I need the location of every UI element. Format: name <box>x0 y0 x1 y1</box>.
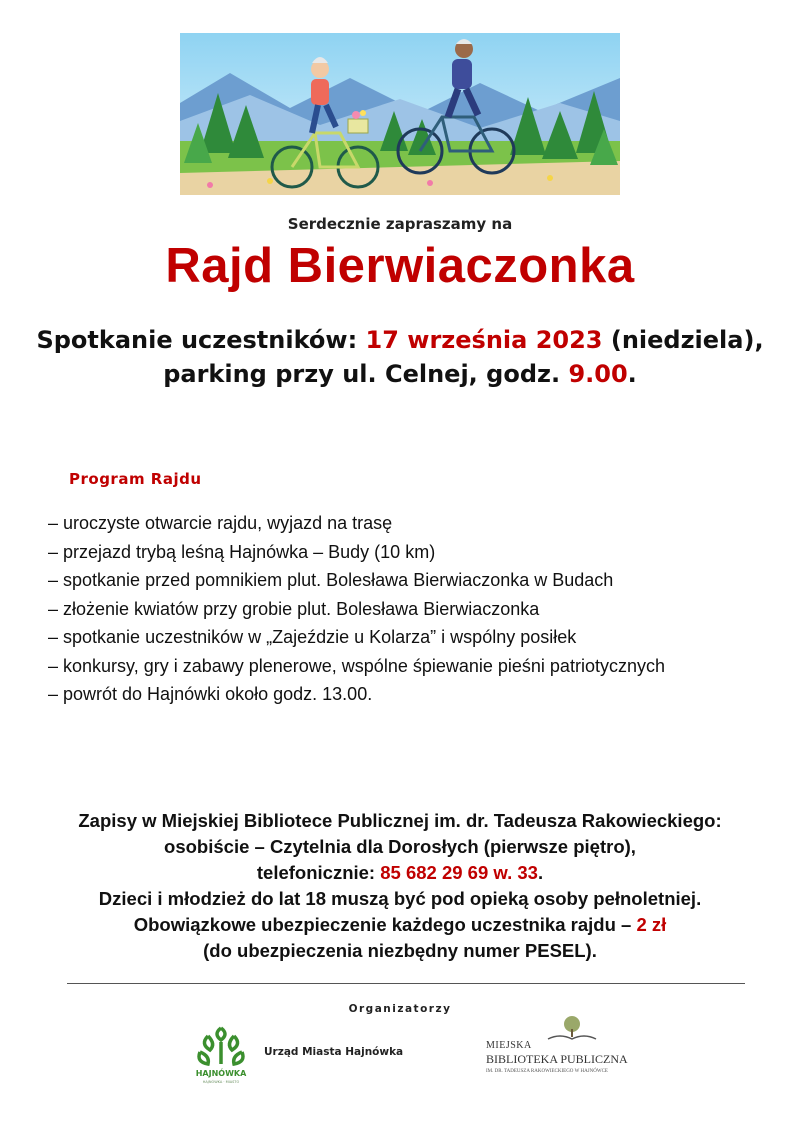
registration-line-4: Dzieci i młodzież do lat 18 muszą być pod opieką osoby pełnoletniej. <box>98 888 702 909</box>
registration-phone-line <box>0 860 800 886</box>
oak-leaves-icon <box>188 1022 254 1084</box>
event-title: Rajd Bierwiaczonka <box>165 239 635 293</box>
registration-line-1: Zapisy w Miejskiej Bibliotece Publicznej im. dr. Tadeusza Rakowieckiego: <box>78 810 722 831</box>
program-item: – złożenie kwiatów przy grobie plut. Bolesława Bierwiaczonka <box>48 598 540 619</box>
meeting-info <box>0 323 800 391</box>
organizers-heading: Organizatorzy <box>348 1003 452 1015</box>
city-logo-sub: HAJNÓWKA · MIASTO <box>202 1080 240 1084</box>
insurance-label: Obowiązkowe ubezpieczenie każdego uczestnika rajdu – <box>133 914 632 935</box>
city-office-name: Urząd Miasta Hajnówka <box>264 1046 404 1058</box>
library-line-3: IM. DR. TADEUSZA RAKOWIECKIEGO W HAJNÓWCE <box>486 1069 608 1074</box>
city-logo-text: HAJNÓWKA <box>195 1069 247 1078</box>
program-heading: Program Rajdu <box>69 470 202 488</box>
meeting-line-2 <box>0 357 800 391</box>
program-list <box>48 509 768 709</box>
insurance-price: 2 zł <box>636 914 667 935</box>
phone-number: 85 682 29 69 w. 33 <box>380 862 538 883</box>
library-line-1: MIEJSKA <box>486 1040 532 1051</box>
library-logo <box>486 1015 628 1083</box>
tree-book-icon <box>542 1015 602 1043</box>
registration-line-6: (do ubezpieczenia niezbędny numer PESEL). <box>203 940 597 961</box>
meeting-day: (niedziela), <box>610 326 764 354</box>
meeting-date: 17 września 2023 <box>365 326 603 354</box>
meeting-label: Spotkanie uczestników: <box>36 326 358 354</box>
phone-end: . <box>537 862 544 883</box>
program-item: – konkursy, gry i zabawy plenerowe, wspólne śpiewanie pieśni patriotycznych <box>48 655 665 676</box>
divider <box>67 983 745 984</box>
invite-text: Serdecznie zapraszamy na <box>287 215 513 233</box>
meeting-time: 9.00 <box>568 360 628 388</box>
library-line-2: BIBLIOTEKA PUBLICZNA <box>486 1052 628 1066</box>
hero-cyclists-illustration <box>180 33 620 195</box>
program-item: – przejazd trybą leśną Hajnówka – Budy (10 km) <box>48 541 436 562</box>
registration-info <box>0 808 800 964</box>
meeting-line-1 <box>0 323 800 357</box>
registration-line-2: osobiście – Czytelnia dla Dorosłych (pierwsze piętro), <box>164 836 636 857</box>
program-item: – spotkanie przed pomnikiem plut. Bolesława Bierwiaczonka w Budach <box>48 570 614 590</box>
program-item: – uroczyste otwarcie rajdu, wyjazd na trasę <box>48 513 393 533</box>
insurance-line <box>0 912 800 938</box>
hajnowka-logo <box>188 1022 254 1084</box>
meeting-place: parking przy ul. Celnej, godz. <box>163 360 561 388</box>
program-item: – powrót do Hajnówki około godz. 13.00. <box>48 684 373 704</box>
meeting-end: . <box>627 360 637 388</box>
program-item: – spotkanie uczestników w „Zajeździe u Kolarza” i wspólny posiłek <box>48 627 577 647</box>
phone-label: telefonicznie: <box>256 862 376 883</box>
